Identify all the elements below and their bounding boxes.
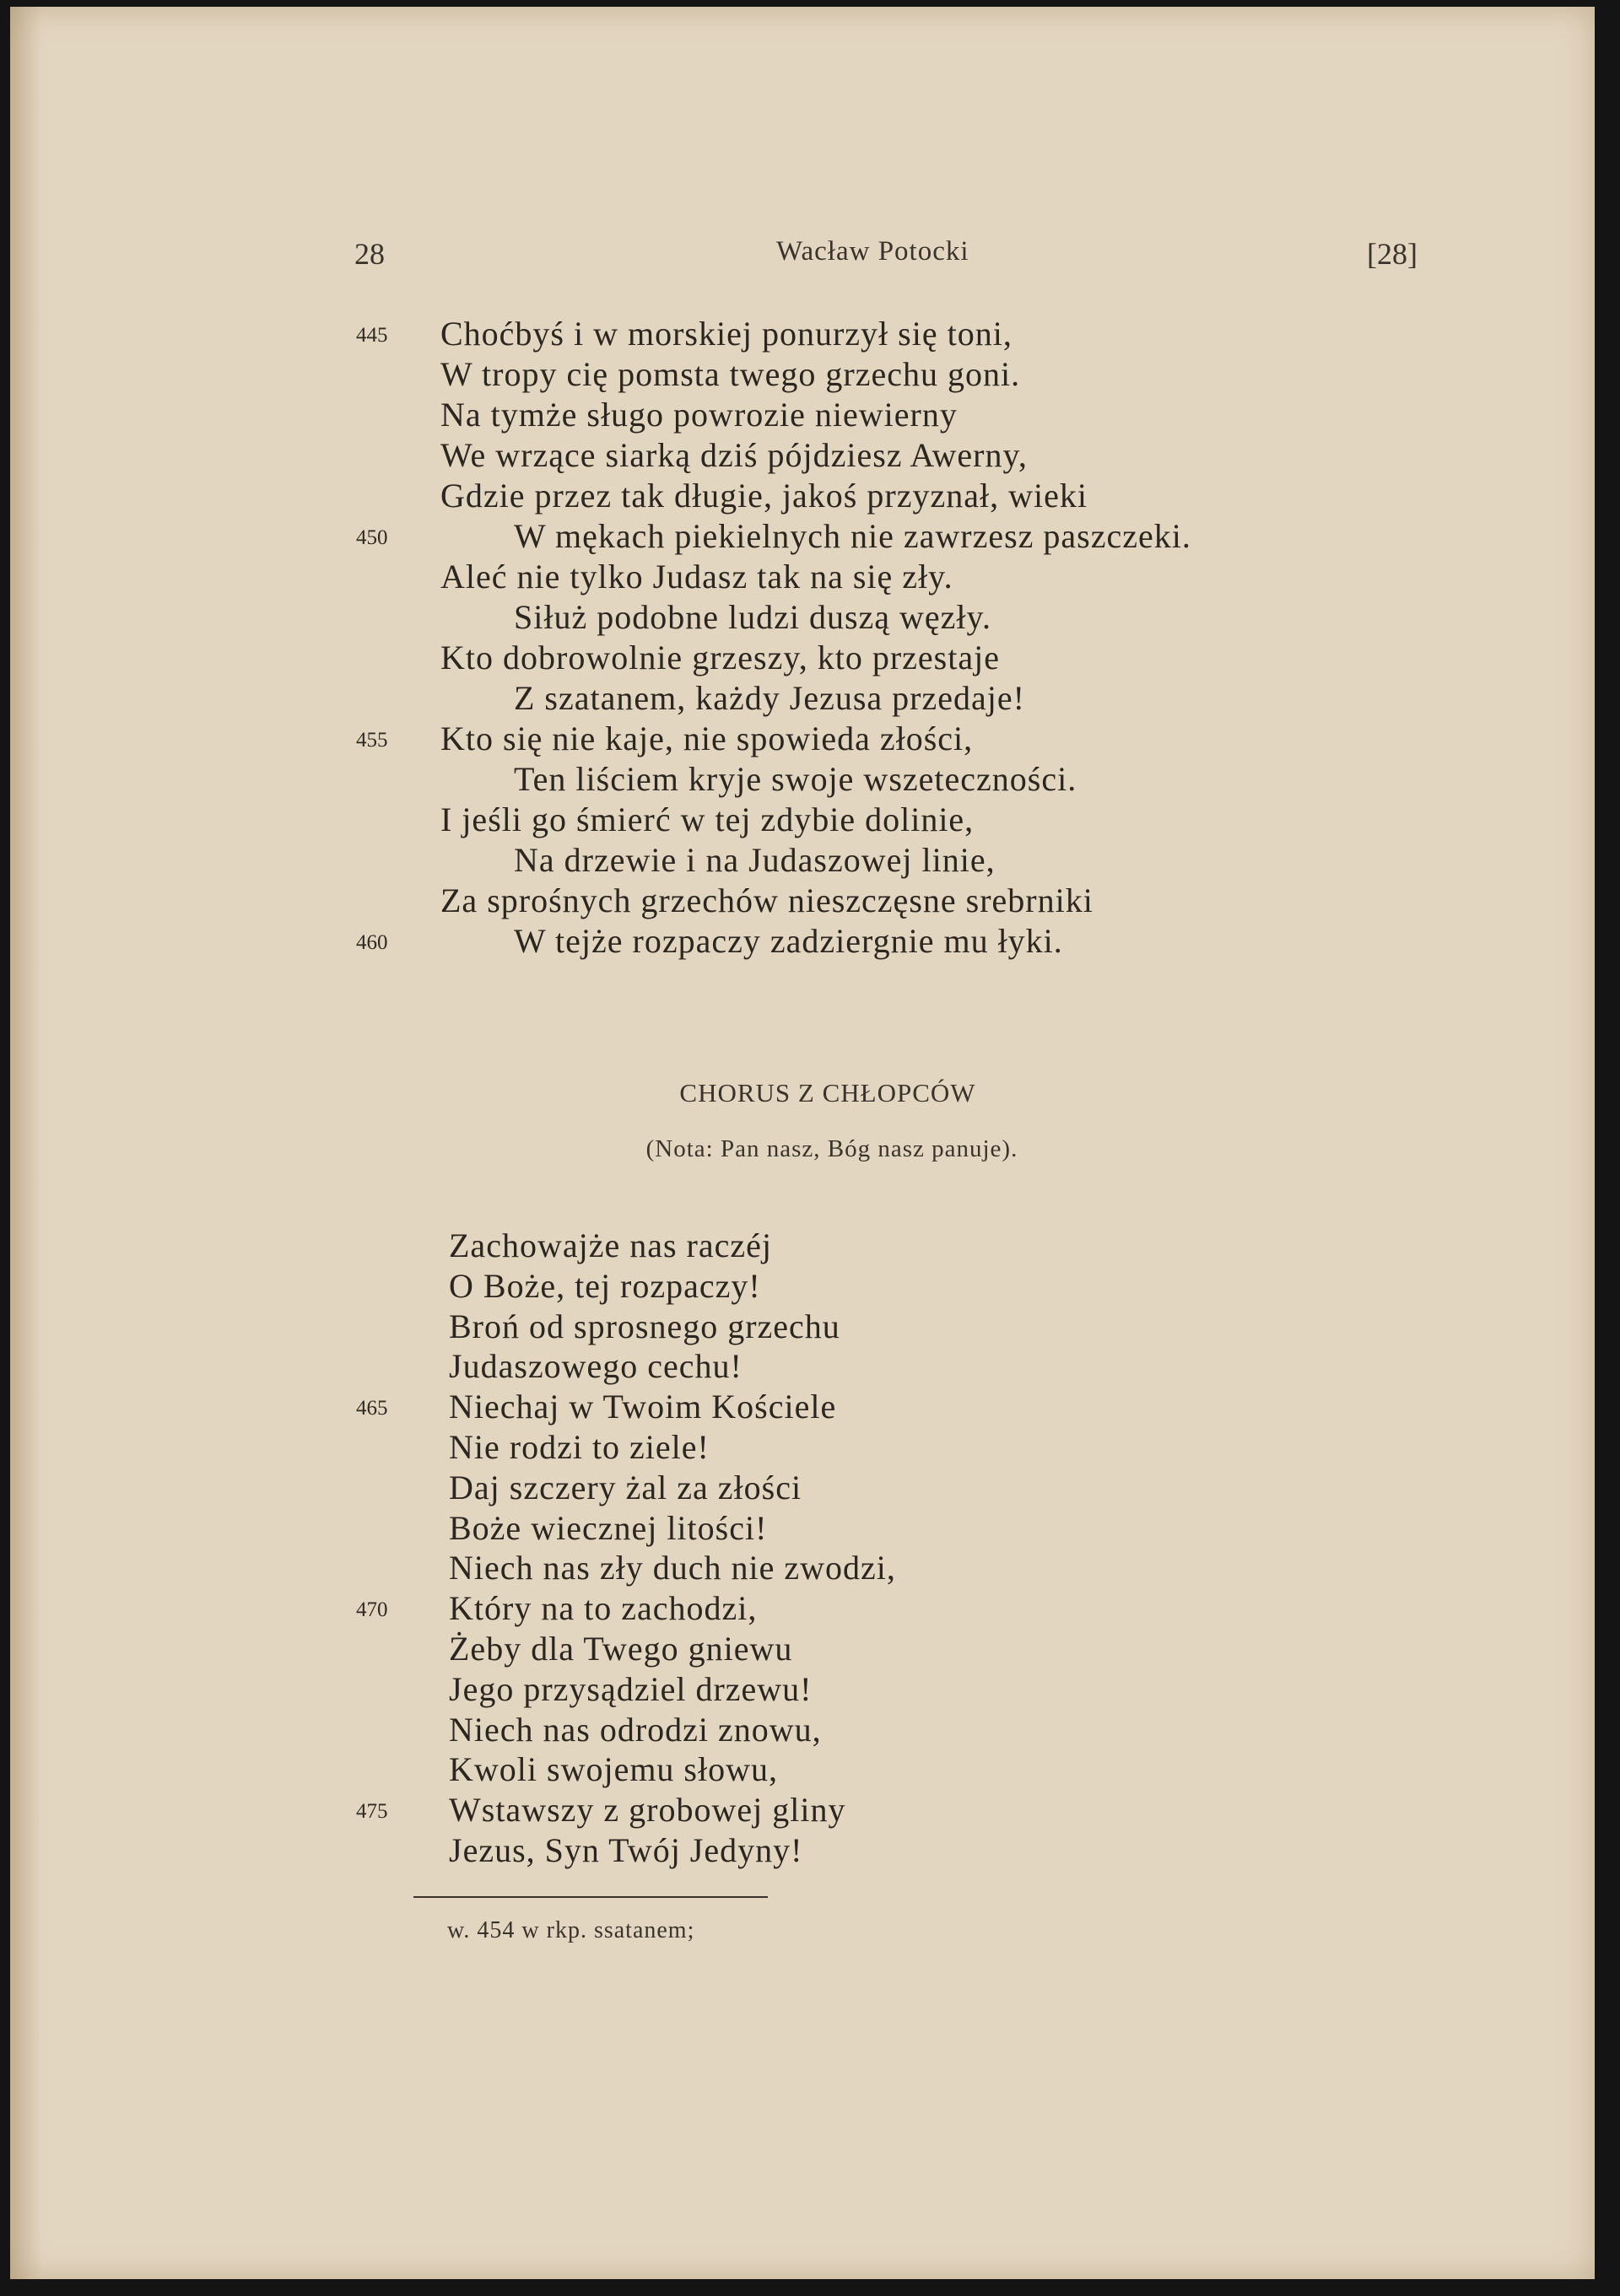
- verse-line: [10, 1266, 1595, 1307]
- verse-text: Gdzie przez tak długie, jakoś przyznał, wieki: [440, 477, 1088, 515]
- page-number: 28: [354, 237, 385, 271]
- verse-line: [10, 1749, 1595, 1790]
- verse-text: Na drzewie i na Judaszowej linie,: [514, 841, 996, 879]
- verse-text: Siłuż podobne ludzi duszą węzły.: [514, 598, 991, 636]
- verse-text: Kto dobrowolnie grzeszy, kto przestaje: [440, 639, 1000, 676]
- verse-line: [10, 354, 1595, 395]
- verse-text: Z szatanem, każdy Jezusa przedaje!: [514, 679, 1025, 717]
- verse-text: Nie rodzi to ziele!: [449, 1427, 710, 1466]
- verse-line: [10, 476, 1595, 516]
- verse-line: [10, 557, 1595, 597]
- book-page: [10, 7, 1595, 2279]
- verse-line: [10, 435, 1595, 476]
- verse-line: [10, 1830, 1595, 1871]
- verse-line: [10, 1548, 1595, 1588]
- verse-line: [10, 1669, 1595, 1710]
- verse-line: [10, 1588, 1595, 1629]
- verse-line: [10, 678, 1595, 719]
- running-title-author: Wacław Potocki: [776, 236, 969, 267]
- verse-text: Niech nas zły duch nie zwodzi,: [449, 1549, 896, 1587]
- verse-text: W mękach piekielnych nie zawrzesz paszczeki.: [514, 517, 1191, 555]
- verse-line: [10, 719, 1595, 759]
- verse-text: Niech nas odrodzi znowu,: [449, 1710, 822, 1749]
- verse-text: Żeby dla Twego gniewu: [449, 1629, 793, 1668]
- verse-text: Jego przysądziel drzewu!: [449, 1669, 813, 1708]
- verse-text: Choćbyś i w morskiej ponurzył się toni,: [440, 315, 1012, 353]
- verse-line: [10, 395, 1595, 435]
- verse-line: [10, 1307, 1595, 1347]
- verse-line: [10, 759, 1595, 800]
- verse-line: [10, 840, 1595, 881]
- verse-text: Który na to zachodzi,: [449, 1589, 758, 1628]
- footnote-divider: [413, 1896, 768, 1898]
- line-number: 470: [356, 1598, 388, 1622]
- verse-text: We wrzące siarką dziś pójdziesz Awerny,: [440, 436, 1028, 474]
- verse-text: Wstawszy z grobowej gliny: [449, 1791, 846, 1830]
- verse-text: Aleć nie tylko Judasz tak na się zły.: [440, 558, 953, 596]
- verse-line: [10, 1468, 1595, 1508]
- verse-text: Za sprośnych grzechów nieszczęsne srebrniki: [440, 881, 1094, 919]
- verse-line: [10, 1508, 1595, 1549]
- line-number: 445: [356, 324, 388, 347]
- verse-text: Na tymże sługo powrozie niewierny: [440, 396, 958, 434]
- verse-text: O Boże, tej rozpaczy!: [449, 1266, 761, 1305]
- verse-text: I jeśli go śmierć w tej zdybie dolinie,: [440, 800, 975, 838]
- verse-line: [10, 1710, 1595, 1750]
- verse-text: Zachowajże nas raczéj: [449, 1226, 772, 1264]
- verse-line: [10, 1346, 1595, 1387]
- bracketed-page-number: [28]: [1367, 237, 1418, 271]
- verse-line: [10, 881, 1595, 921]
- section-note: (Nota: Pan nasz, Bóg nasz panuje).: [645, 1135, 1018, 1162]
- verse-line: [10, 1226, 1595, 1266]
- verse-block-2: [10, 1226, 1595, 1871]
- verse-text: Judaszowego cechu!: [449, 1347, 742, 1386]
- verse-line: [10, 1427, 1595, 1468]
- verse-line: [10, 314, 1595, 354]
- verse-line: [10, 1790, 1595, 1830]
- verse-line: [10, 800, 1595, 840]
- line-number: 455: [356, 729, 388, 752]
- verse-line: [10, 597, 1595, 638]
- verse-text: Daj szczery żal za złości: [449, 1468, 802, 1506]
- verse-text: W tropy cię pomsta twego grzechu goni.: [440, 355, 1021, 393]
- verse-text: Kto się nie kaje, nie spowieda złości,: [440, 720, 974, 757]
- verse-line: [10, 516, 1595, 557]
- verse-text: Niechaj w Twoim Kościele: [449, 1388, 837, 1426]
- line-number: 460: [356, 931, 388, 954]
- verse-text: W tejże rozpaczy zadziergnie mu łyki.: [514, 922, 1063, 960]
- line-number: 450: [356, 526, 388, 549]
- line-number: 475: [356, 1800, 388, 1824]
- verse-text: Broń od sprosnego grzechu: [449, 1307, 840, 1345]
- verse-text: Boże wiecznej litości!: [449, 1508, 768, 1547]
- verse-line: [10, 1387, 1595, 1427]
- verse-line: [10, 921, 1595, 962]
- verse-line: [10, 1629, 1595, 1669]
- section-title: CHORUS Z CHŁOPCÓW: [679, 1078, 976, 1108]
- verse-block-1: [10, 314, 1595, 962]
- verse-text: Kwoli swojemu słowu,: [449, 1750, 778, 1789]
- verse-line: [10, 638, 1595, 678]
- line-number: 465: [356, 1397, 388, 1420]
- verse-text: Jezus, Syn Twój Jedyny!: [449, 1830, 803, 1869]
- verse-text: Ten liściem kryje swoje wszeteczności.: [514, 760, 1077, 798]
- footnote: w. 454 w rkp. ssatanem;: [447, 1917, 695, 1943]
